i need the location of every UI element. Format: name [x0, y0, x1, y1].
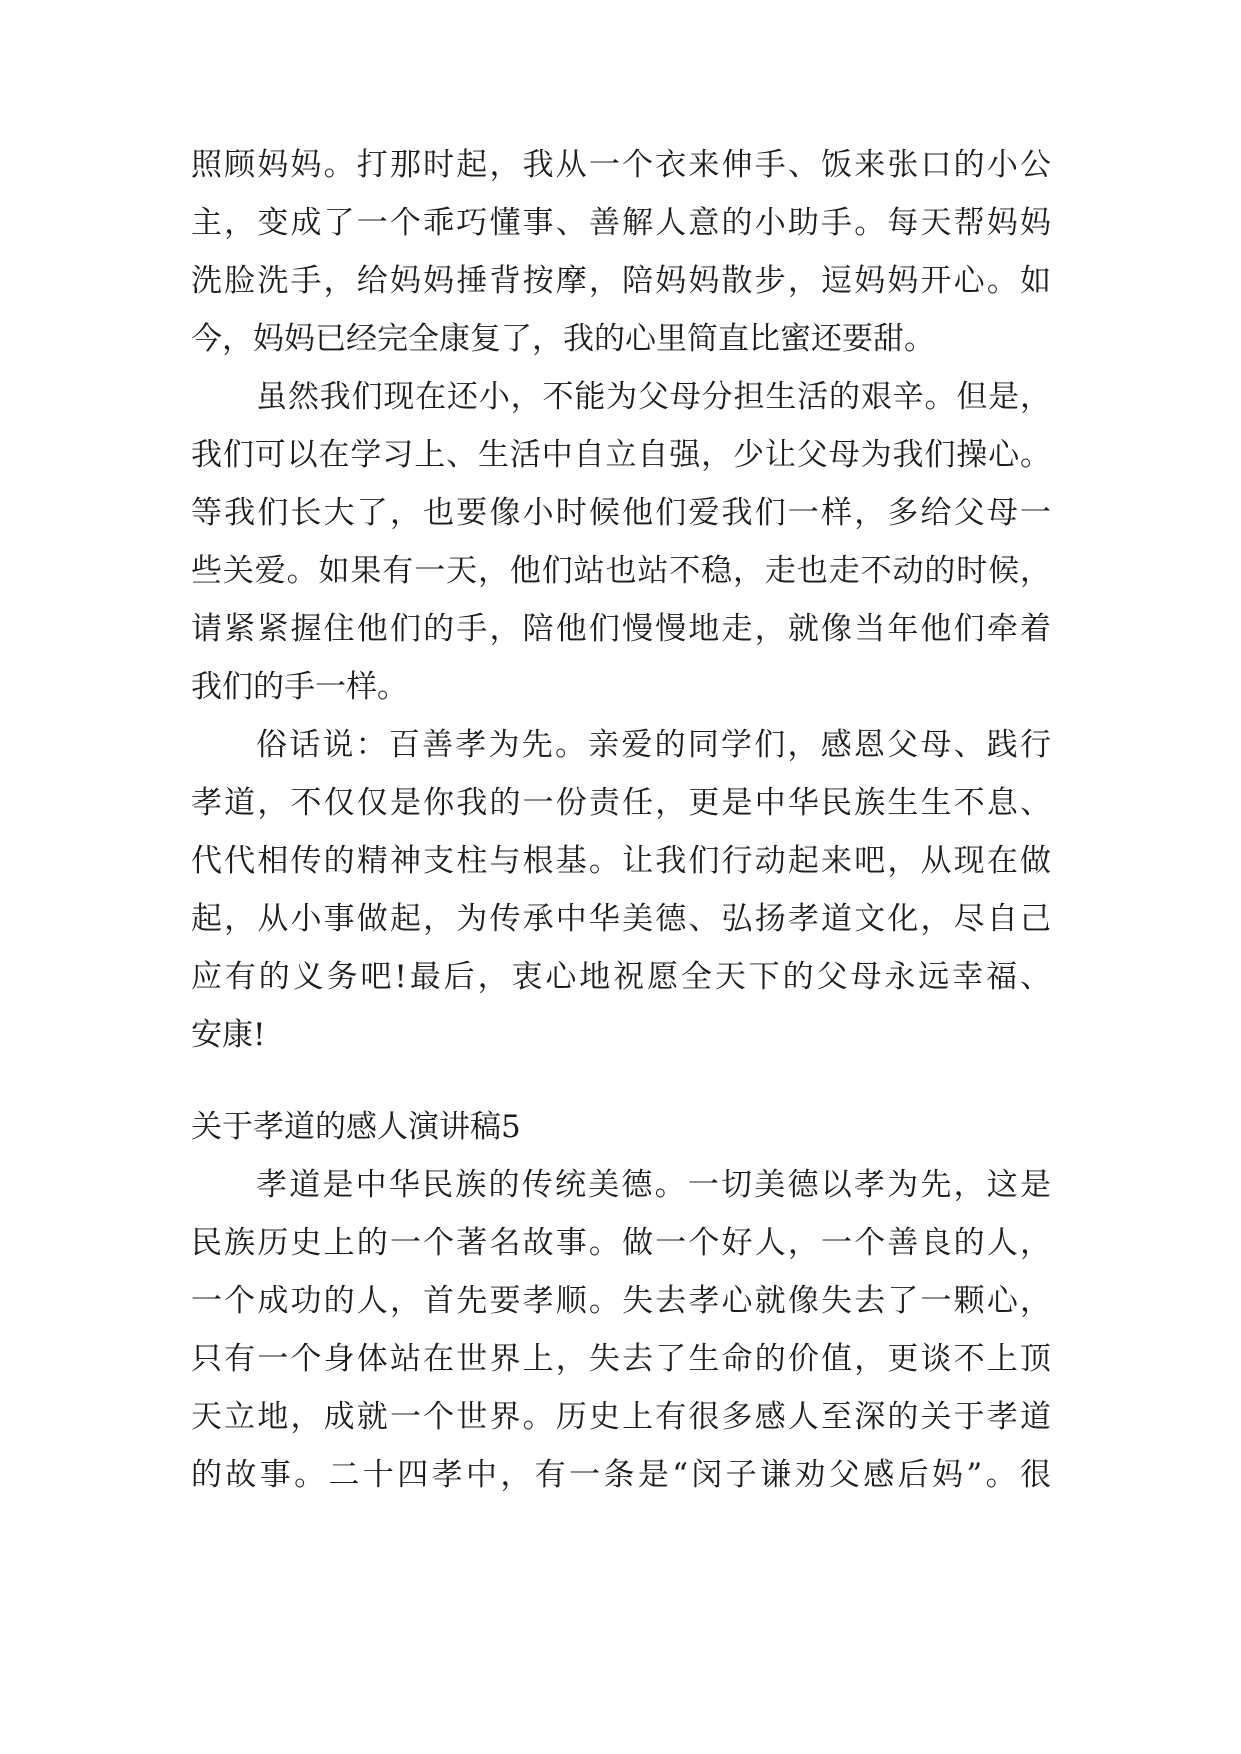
section-paragraph-line-6: 的故事。二十四孝中，有一条是“闵子谦劝父感后妈”。很	[191, 1457, 1051, 1493]
paragraph-1-line-1: 照顾妈妈。打那时起，我从一个衣来伸手、饭来张口的小公	[191, 147, 1051, 183]
section-paragraph-line-1: 孝道是中华民族的传统美德。一切美德以孝为先，这是	[256, 1167, 1051, 1203]
section-paragraph-line-2: 民族历史上的一个著名故事。做一个好人，一个善良的人，	[191, 1225, 1051, 1261]
paragraph-2-line-1: 虽然我们现在还小，不能为父母分担生活的艰辛。但是，	[256, 379, 1051, 415]
paragraph-3-line-4: 起，从小事做起，为传承中华美德、弘扬孝道文化，尽自己	[191, 901, 1051, 937]
paragraph-1-line-4: 今，妈妈已经完全康复了，我的心里简直比蜜还要甜。	[191, 321, 935, 357]
section-paragraph-line-4: 只有一个身体站在世界上，失去了生命的价值，更谈不上顶	[191, 1341, 1051, 1377]
paragraph-3-line-5: 应有的义务吧!最后，衷心地祝愿全天下的父母永远幸福、	[191, 959, 1051, 995]
section-paragraph-line-3: 一个成功的人，首先要孝顺。失去孝心就像失去了一颗心，	[191, 1283, 1051, 1319]
paragraph-2-line-5: 请紧紧握住他们的手，陪他们慢慢地走，就像当年他们牵着	[191, 611, 1051, 647]
paragraph-1-line-3: 洗脸洗手，给妈妈捶背按摩，陪妈妈散步，逗妈妈开心。如	[191, 263, 1051, 299]
paragraph-3-line-1: 俗话说：百善孝为先。亲爱的同学们，感恩父母、践行	[256, 727, 1051, 763]
section-title: 关于孝道的感人演讲稿5	[191, 1109, 521, 1145]
paragraph-3-line-6: 安康!	[191, 1017, 266, 1053]
paragraph-1-line-2: 主，变成了一个乖巧懂事、善解人意的小助手。每天帮妈妈	[191, 205, 1051, 241]
paragraph-2-line-2: 我们可以在学习上、生活中自立自强，少让父母为我们操心。	[191, 437, 1051, 473]
section-paragraph-line-5: 天立地，成就一个世界。历史上有很多感人至深的关于孝道	[191, 1399, 1051, 1435]
paragraph-2-line-3: 等我们长大了，也要像小时候他们爱我们一样，多给父母一	[191, 495, 1051, 531]
paragraph-3-line-3: 代代相传的精神支柱与根基。让我们行动起来吧，从现在做	[191, 843, 1051, 879]
paragraph-2-line-4: 些关爱。如果有一天，他们站也站不稳，走也走不动的时候，	[191, 553, 1051, 589]
paragraph-3-line-2: 孝道，不仅仅是你我的一份责任，更是中华民族生生不息、	[191, 785, 1051, 821]
paragraph-2-line-6: 我们的手一样。	[191, 669, 408, 705]
